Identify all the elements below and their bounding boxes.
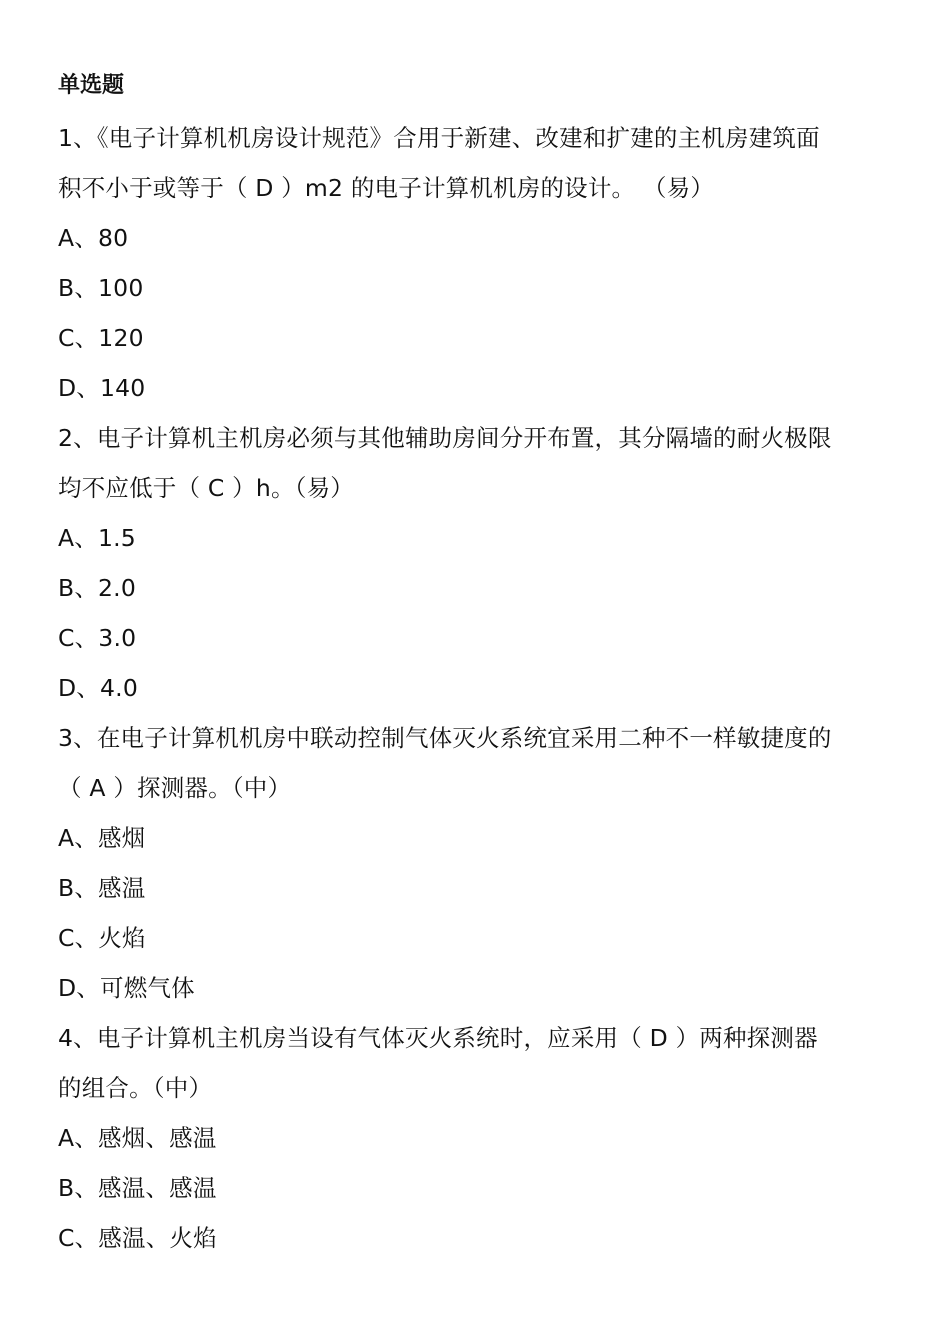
question-4-text-line-2: 的组合。（中）	[58, 1074, 213, 1102]
question-2-text-line-1: 2、电子计算机主机房必须与其他辅助房间分开布置，其分隔墙的耐火极限	[58, 424, 832, 452]
question-3-option-a: A、感烟	[58, 824, 146, 852]
question-4-option-b: B、感温、感温	[58, 1174, 217, 1202]
question-3-option-b: B、感温	[58, 874, 146, 902]
question-3	[58, 713, 892, 1013]
question-2-option-b: B、2.0	[58, 574, 136, 602]
question-2	[58, 413, 892, 713]
section-title: 单选题	[58, 73, 125, 98]
question-1-option-d: D、140	[58, 374, 146, 402]
question-1-option-a: A、80	[58, 224, 129, 252]
question-2-option-c: C、3.0	[58, 624, 137, 652]
question-3-option-d: D、可燃气体	[58, 974, 195, 1002]
question-3-text-line-2: （ A ）探测器。（中）	[58, 774, 292, 802]
question-4-option-a: A、感烟、感温	[58, 1124, 217, 1152]
question-2-option-a: A、1.5	[58, 524, 136, 552]
question-1-text-line-1: 1、《电子计算机机房设计规范》合用于新建、改建和扩建的主机房建筑面	[58, 124, 820, 152]
question-4-option-c: C、感温、火焰	[58, 1224, 217, 1252]
question-4-text-line-1: 4、电子计算机主机房当设有气体灭火系统时，应采用（ D ）两种探测器	[58, 1024, 818, 1052]
question-2-text-line-2: 均不应低于（ C ）h。（易）	[58, 474, 354, 502]
question-1-option-c: C、120	[58, 324, 144, 352]
question-1	[58, 113, 892, 413]
question-4	[58, 1013, 892, 1263]
question-3-option-c: C、火焰	[58, 924, 146, 952]
question-2-option-d: D、4.0	[58, 674, 138, 702]
question-1-option-b: B、100	[58, 274, 144, 302]
question-1-text-line-2: 积不小于或等于（ D ）m2 的电子计算机机房的设计。 （易）	[58, 174, 715, 202]
question-3-text-line-1: 3、在电子计算机机房中联动控制气体灭火系统宜采用二种不一样敏捷度的	[58, 724, 832, 752]
